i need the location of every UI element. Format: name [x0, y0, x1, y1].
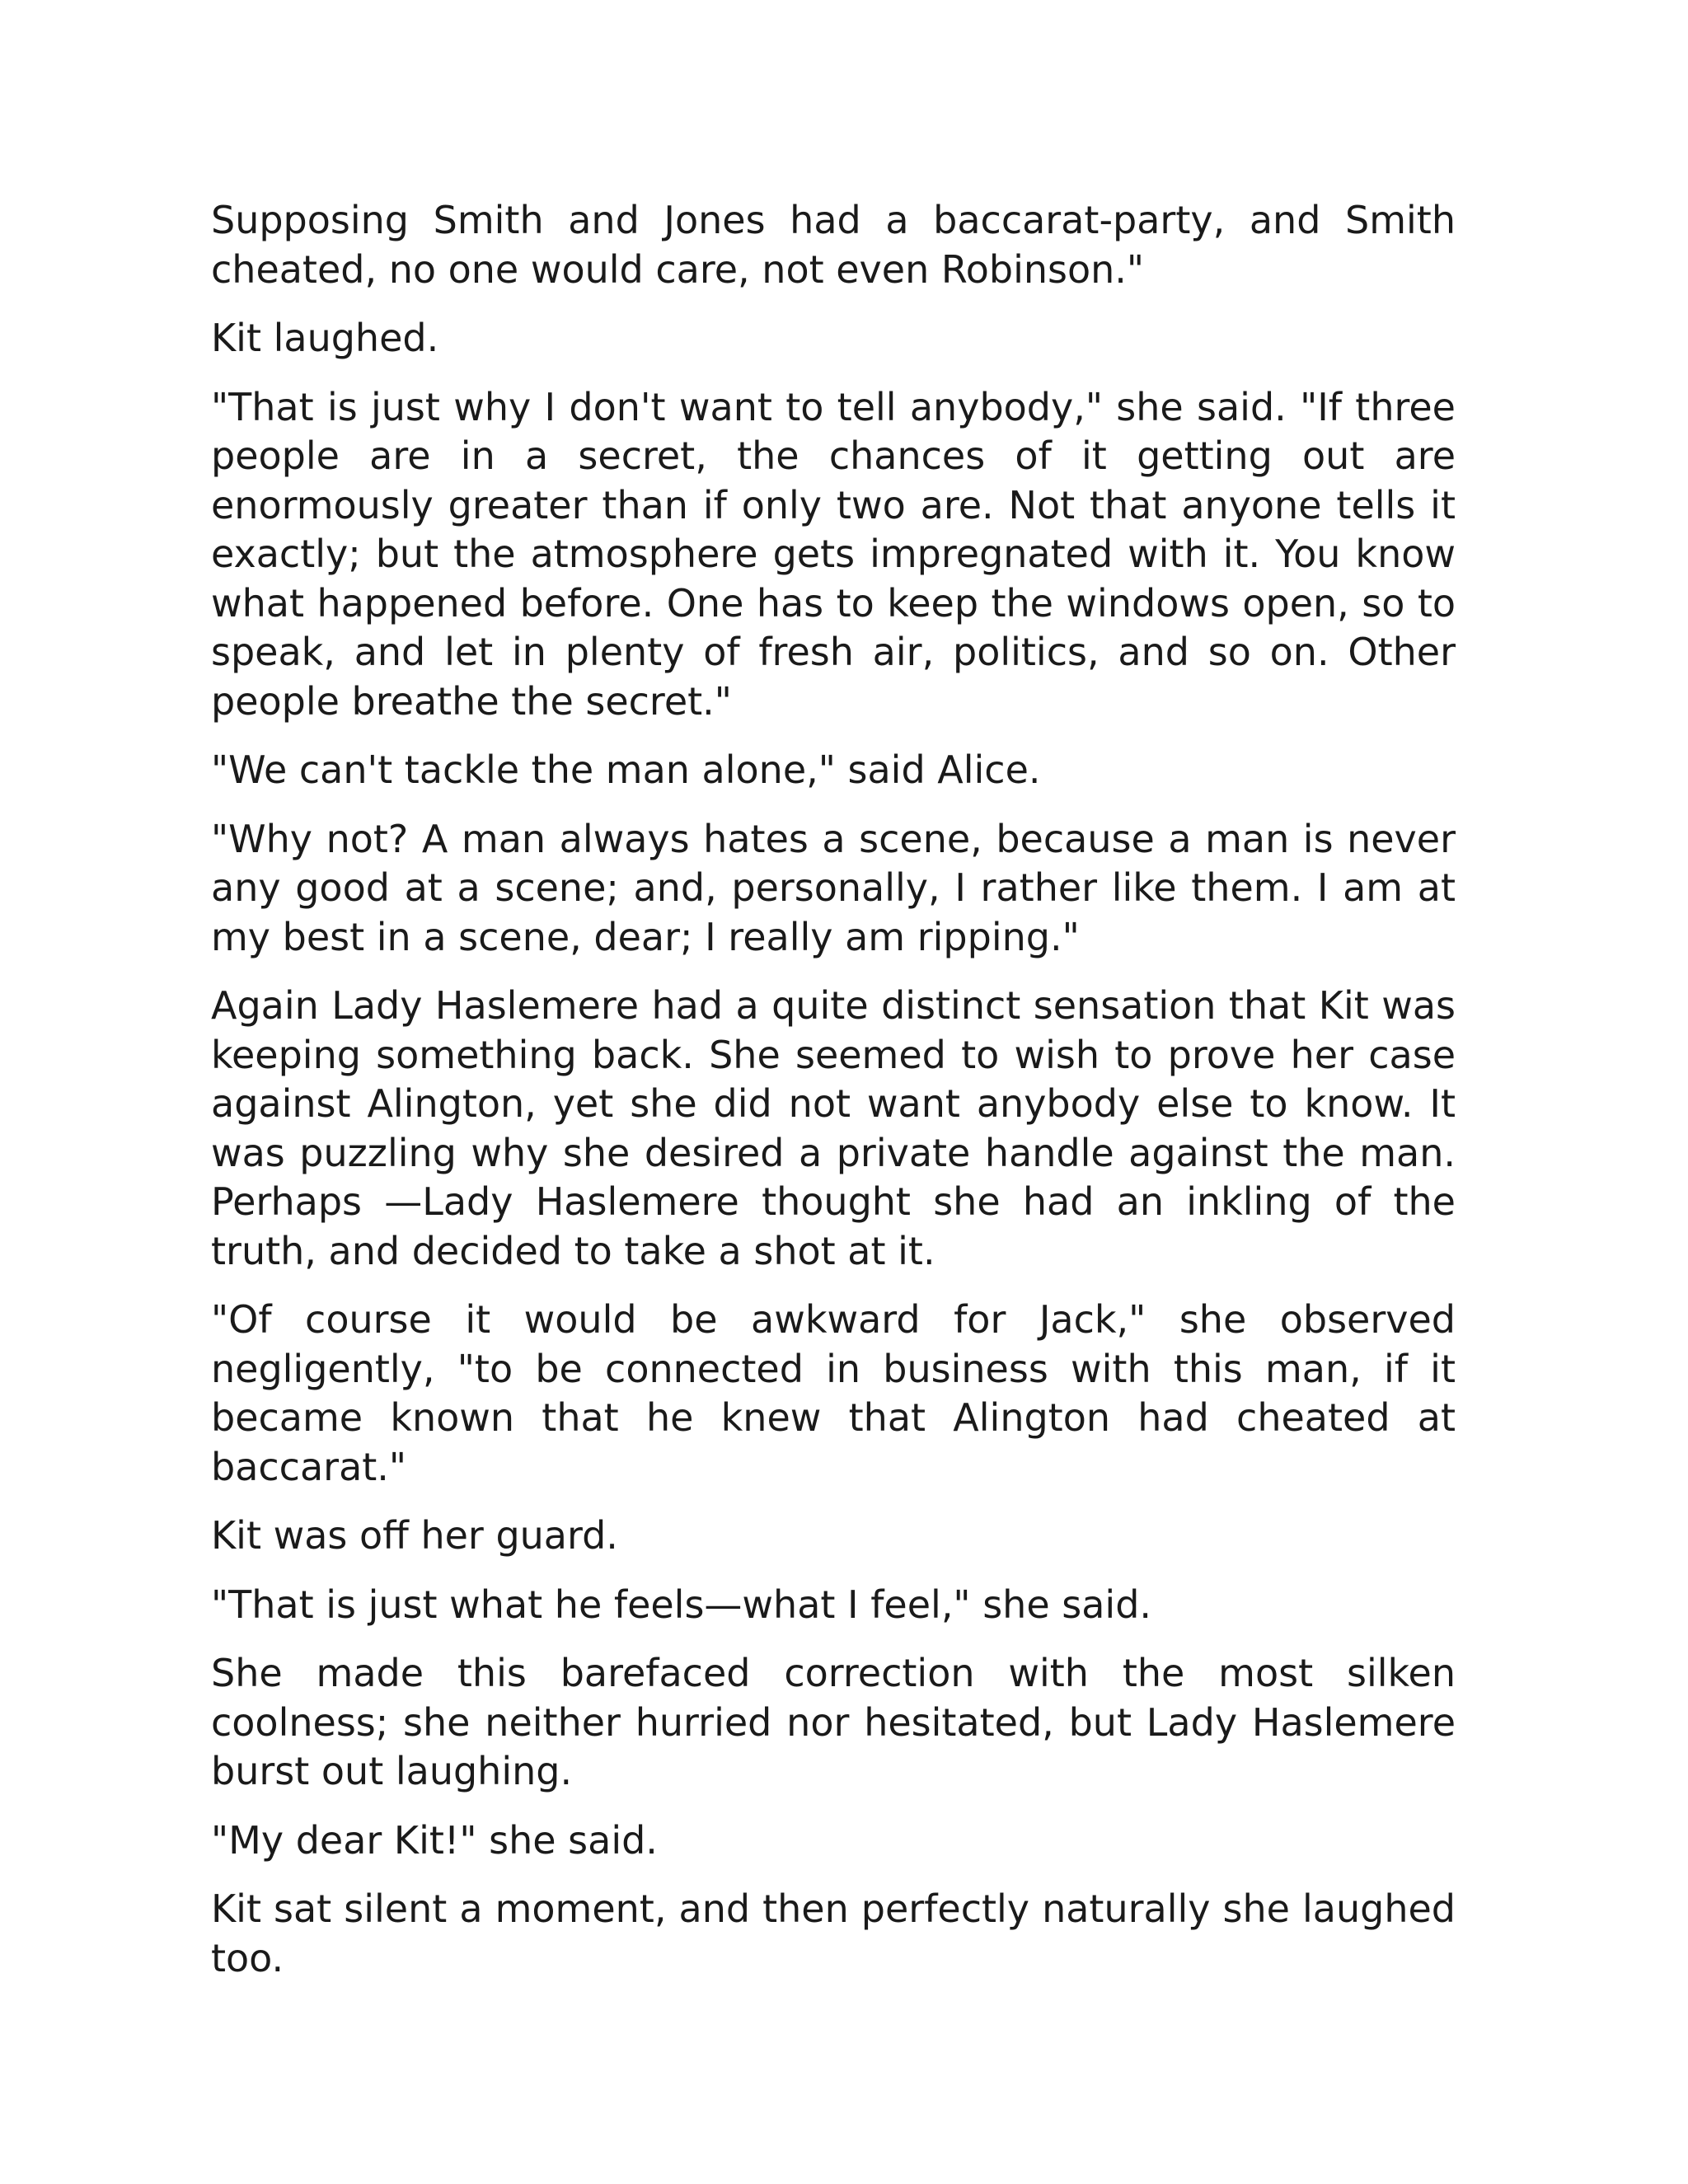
paragraph: Kit was off her guard.: [211, 1513, 618, 1558]
paragraph: Again Lady Haslemere had a quite distinct sensation that Kit was keeping something back. She seemed to wish to prove her case against Alington, yet she did not want anybody else to know. It was puzzling why she desired a private handle against the man. Perhaps —Lady Haslemere thought she had an inkling of the truth, and decided to take a shot at it.: [211, 983, 1456, 1273]
paragraph: "Why not? A man always hates a scene, because a man is never any good at a scene; and, personally, I rather like them. I am at my best in a scene, dear; I really am ripping.": [211, 816, 1456, 959]
paragraph: "Of course it would be awkward for Jack," she observed negligently, "to be connected in business with this man, if it became known that he knew that Alington had cheated at baccarat.": [211, 1297, 1456, 1489]
paragraph: "That is just what he feels—what I feel," she said.: [211, 1582, 1152, 1627]
paragraph: Supposing Smith and Jones had a baccarat-party, and Smith cheated, no one would care, not even Robinson.": [211, 198, 1456, 292]
paragraph: She made this barefaced correction with the most silken coolness; she neither hurried nor hesitated, but Lady Haslemere burst out laughing.: [211, 1651, 1456, 1793]
paragraph: Kit sat silent a moment, and then perfectly naturally she laughed too.: [211, 1886, 1456, 1980]
body-text: [211, 196, 1456, 2003]
paragraph: Kit laughed.: [211, 316, 439, 360]
paragraph: "My dear Kit!" she said.: [211, 1817, 658, 1863]
paragraph: "That is just why I don't want to tell anybody," she said. "If three people are in a secret, the chances of it getting out are enormously greater than if only two are. Not that anyone tells it exactly; but the atmosphere gets impregnated with it. You know what happened before. One has to keep the windows open, so to speak, and let in plenty of fresh air, politics, and so on. Other people breathe the secret.": [211, 384, 1456, 724]
paragraph: "We can't tackle the man alone," said Alice.: [211, 748, 1041, 792]
